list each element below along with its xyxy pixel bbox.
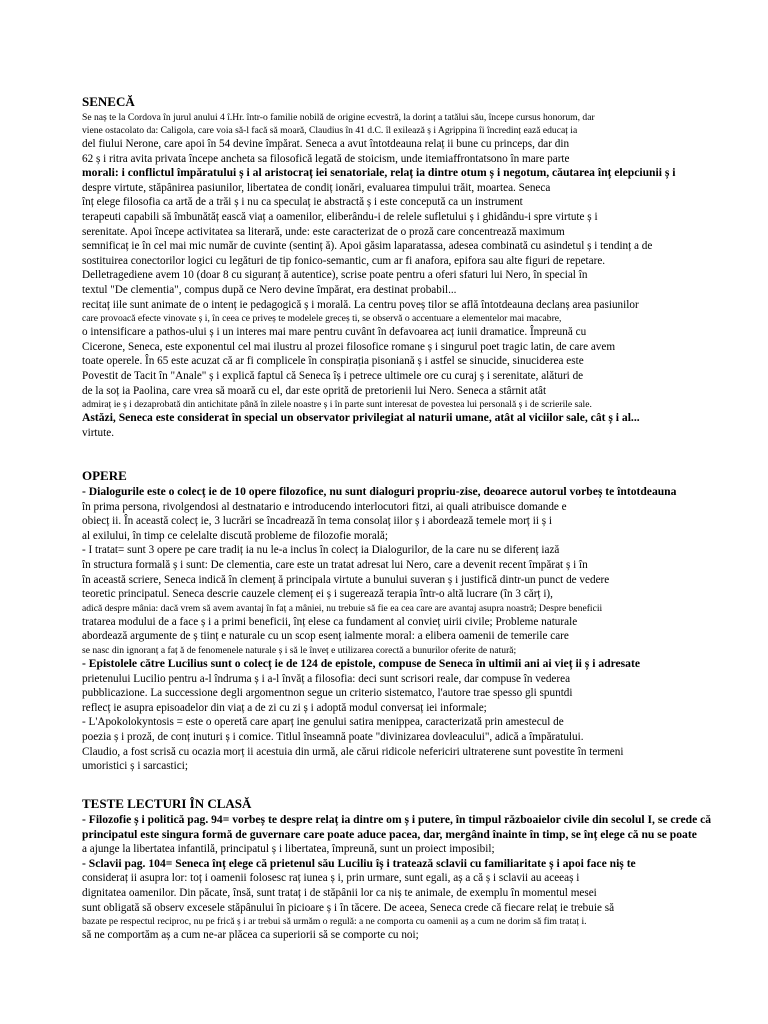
text-line: reflecț ie asupra episoadelor din viaț a de zi cu zi ș i adoptă modul conversaț iei informale; — [82, 701, 487, 714]
section-heading: TESTE LECTURI ÎN CLASĂ — [82, 796, 252, 811]
text-line: o intensificare a pathos-ului ș i un interes mai mare pentru cuvânt în defavoarea acț iunii dramatice. Împreună cu — [82, 326, 587, 339]
section-opere — [82, 468, 758, 774]
text-line: terapeuti capabili să îmbunătăț ească viaț a oamenilor, eliberându-i de relele sufletului ș i ghidându-i spre virtute ș i — [82, 210, 598, 223]
text-line: a ajunge la libertatea infantilă, principatul ș i libertatea, împreună, sunt un proiect imposibil; — [82, 843, 495, 856]
text-line: Povestit de Tacit în "Anale" ș i explică faptul că Seneca îș i petrece ultimele ore cu curaj ș i serenitate, alături de — [82, 369, 584, 382]
text-line: umoristici ș i sarcastici; — [82, 760, 188, 773]
text-line: în structura formală ș i sunt: De clementia, care este un tratat adresat lui Nero, care a devenit recent împărat ș i în — [82, 558, 588, 571]
text-line: - L'Apokolokyntosis = este o operetă care aparț ine genului satira menippea, caracterizată prin amestecul de — [82, 716, 564, 729]
text-line: toate operele. În 65 este acuzat că ar fi complicele în conspirația pisoniană ș i astfel se sinucide, sinuciderea este — [82, 355, 584, 368]
text-line: teoretic principatul. Seneca descrie cauzele clemenț ei ș i sugerează terapia într-o altă lucrare (în 3 cărț i), — [82, 588, 553, 601]
text-line: de la soț ia Paolina, care vrea să moară cu el, dar este oprită de pretorienii lui Nero. Seneca a stârnit atât — [82, 384, 547, 397]
text-line: - I tratat= sunt 3 opere pe care tradiț ia nu le-a inclus în colecț ia Dialogurilor, de la care nu se diferenț iază — [82, 544, 560, 557]
text-line: principatul este singura formă de guvernare care poate aduce pacea, dar, mergând înainte în timp, se înț elege că nu se poate — [82, 827, 697, 841]
text-line: consideraț ii asupra lor: toț i oamenii folosesc raț iunea ș i, prin urmare, sunt egali, aș a că ș i sclavii au aceeaș i — [82, 872, 580, 885]
text-line: textul "De clementia", compus după ce Nero devine împărat, era destinat probabil... — [82, 283, 457, 296]
text-line: obiecț ii. În această colecț ie, 3 lucrări se încadrează în tema consolaț iilor ș i abordează temele morț ii ș i — [82, 515, 552, 528]
section-teste-lecturi — [82, 796, 758, 943]
text-line: del fiului Nerone, care apoi în 54 devine împărat. Seneca a avut întotdeauna relaț ii bune cu princeps, dar din — [82, 138, 570, 150]
text-line: Claudio, a fost scrisă cu ocazia morț ii acestuia din urmă, ale cărui ridicole nefericiri ultraterene sunt povestite în termeni — [82, 745, 624, 758]
text-line: înț elege filosofia ca artă de a trăi ș i nu ca speculaț ie abstractă ș i este concepută ca un instrument — [82, 196, 523, 209]
text-line: admiraț ie ș i dezaprobată din antichitate până în zilele noastre ș i în parte sunt interesat de povestea lui personală ș i de scrierile sale. — [82, 399, 592, 411]
text-line: serenitate. Apoi începe activitatea sa literară, unde: este caracterizat de o proză care concentrează maximum — [82, 225, 565, 238]
text-line: - Epistolele către Lucilius sunt o colecț ie de 124 de epistole, compuse de Seneca în ultimii ani ai vieț ii ș i adresate — [82, 656, 640, 670]
text-line: viene ostacolato da: Caligola, care voia să-l facă să moară, Claudius în 41 d.C. îl exilează ș i Agrippina îi încredinț ează educaț ia — [82, 125, 578, 136]
section-body — [82, 111, 758, 440]
text-line: - Filozofie ș i politică pag. 94= vorbeș te despre relaț ia dintre om ș i putere, în timpul războaielor civile din secolul I, se crede că — [82, 813, 712, 826]
text-line: - Sclavii pag. 104= Seneca înț elege că prietenul său Luciliu îș i tratează sclavii cu familiaritate ș i apoi face niș te — [82, 856, 636, 870]
text-line: prietenului Lucilio pentru a-l îndruma ș i a-l învăț a filosofia: deci sunt scrisori reale, dar compuse în vederea — [82, 672, 571, 685]
section-heading: SENECĂ — [82, 94, 135, 109]
text-line: adică despre mânia: dacă vrem să avem avantaj în faț a mâniei, nu trebuie să fie ea cea care are avantaj asupra noastră; Despre beneficii — [82, 602, 603, 614]
text-line: în prima persona, rivolgendosi al destnatario e introducendo interlocutori fitzi, ai quali atribuisce domande e — [82, 500, 567, 513]
text-line: care provoacă efecte vinovate ș i, în ceea ce priveș te modelele greceș ti, se observă o accentuare a elementelor mai macabre, — [82, 313, 562, 325]
text-line: recitaț iile sunt animate de o intenț ie pedagogică ș i morală. La centru poveș tilor se află întotdeauna declanș area pasiunilor — [82, 298, 639, 311]
section-seneca — [82, 94, 758, 440]
section-heading: OPERE — [82, 468, 127, 483]
text-line: dignitatea oamenilor. Din păcate, însă, sunt trataț i de stăpânii lor ca niș te animale, de exemplu în momentul mesei — [82, 886, 597, 899]
text-line: poezia ș i proză, de conț inuturi ș i comice. Titlul înseamnă poate "divinizarea dovleacului", adică a împăratului. — [82, 730, 584, 743]
section-body — [82, 813, 758, 943]
text-line: al exilului, în timp ce celelalte discută probleme de filozofie morală; — [82, 529, 388, 542]
text-line: abordează argumente de ș tiinț e naturale cu un scop esenț ialmente moral: a elibera oamenii de temerile care — [82, 630, 569, 643]
section-body — [82, 485, 758, 774]
text-line: în această scriere, Seneca indică în clemenț ă principala virtute a bunului suveran ș i justifică dintr-un punct de vedere — [82, 573, 610, 586]
text-line: despre virtute, stăpânirea pasiunilor, libertatea de condiț ionări, evaluarea timpului trăit, moartea. Seneca — [82, 181, 551, 194]
text-line: pubblicazione. La successione degli argomentnon segue un criterio sistematco, l'autore trae spesso gli spuntdi — [82, 687, 573, 700]
text-line: sunt obligată să observ excesele stăpânului în picioare ș i în tăcere. De aceea, Seneca crede că fiecare relaț ie trebuie să — [82, 901, 615, 914]
text-line: să ne comportăm aș a cum ne-ar plăcea ca superiorii să se comporte cu noi; — [82, 929, 419, 942]
text-line: se nasc din ignoranț a faț ă de fenomenele naturale ș i să le înveț e utilizarea corectă a bunurilor oferite de natură; — [82, 644, 517, 656]
text-line: Cicerone, Seneca, este exponentul cel mai ilustru al prozei filosofice romane ș i singurul poet tragic latin, de care avem — [82, 340, 616, 353]
text-line: bazate pe respectul reciproc, nu pe frică ș i ar trebui să urmăm o regulă: a ne comporta cu oamenii aș a cum ne dorim să fim trataț i. — [82, 916, 587, 928]
text-line: virtute. — [82, 426, 115, 439]
text-line: - Dialogurile este o colecț ie de 10 opere filozofice, nu sunt dialoguri propriu-zise, deoarece autorul vorbeș te întotdeauna — [82, 485, 677, 498]
text-line: Se naș te la Cordova în jurul anului 4 î.Hr. într-o familie nobilă de origine ecvestră, la dorinț a tatălui său, începe cursus honorum, dar — [82, 112, 595, 123]
text-line: Astăzi, Seneca este considerat în special un observator privilegiat al naturii umane, atât al viciilor sale, cât ș i al... — [82, 411, 640, 425]
text-line: tratarea modului de a face ș i a primi beneficii, înț elese ca fundament al convieț uirii civile; Probleme naturale — [82, 615, 578, 628]
text-line: semnificaț ie în cel mai mic număr de cuvinte (sentinț ă). Apoi găsim laparatassa, adesea combinată cu asindetul ș i tendinț a de — [82, 240, 653, 253]
text-line: 62 ș i ritra avita privata începe ancheta sa filosofică legată de stoicism, unde itemiaffrontatsono în mare parte — [82, 152, 570, 165]
text-line: sostituirea conectorilor logici cu legături de tip fonico-semantic, cum ar fi anafora, epifora sau alte figuri de repetare. — [82, 254, 606, 267]
text-line: Delletragediene avem 10 (doar 8 cu siguranț ă autentice), scrise poate pentru a oferi sfaturi lui Nero, în special în — [82, 269, 588, 282]
text-line: morali: i conflictul împăratului ș i al aristocraț iei senatoriale, relaț ia dintre otum ș i negotum, căutarea înț elepciunii ș i — [82, 166, 676, 180]
